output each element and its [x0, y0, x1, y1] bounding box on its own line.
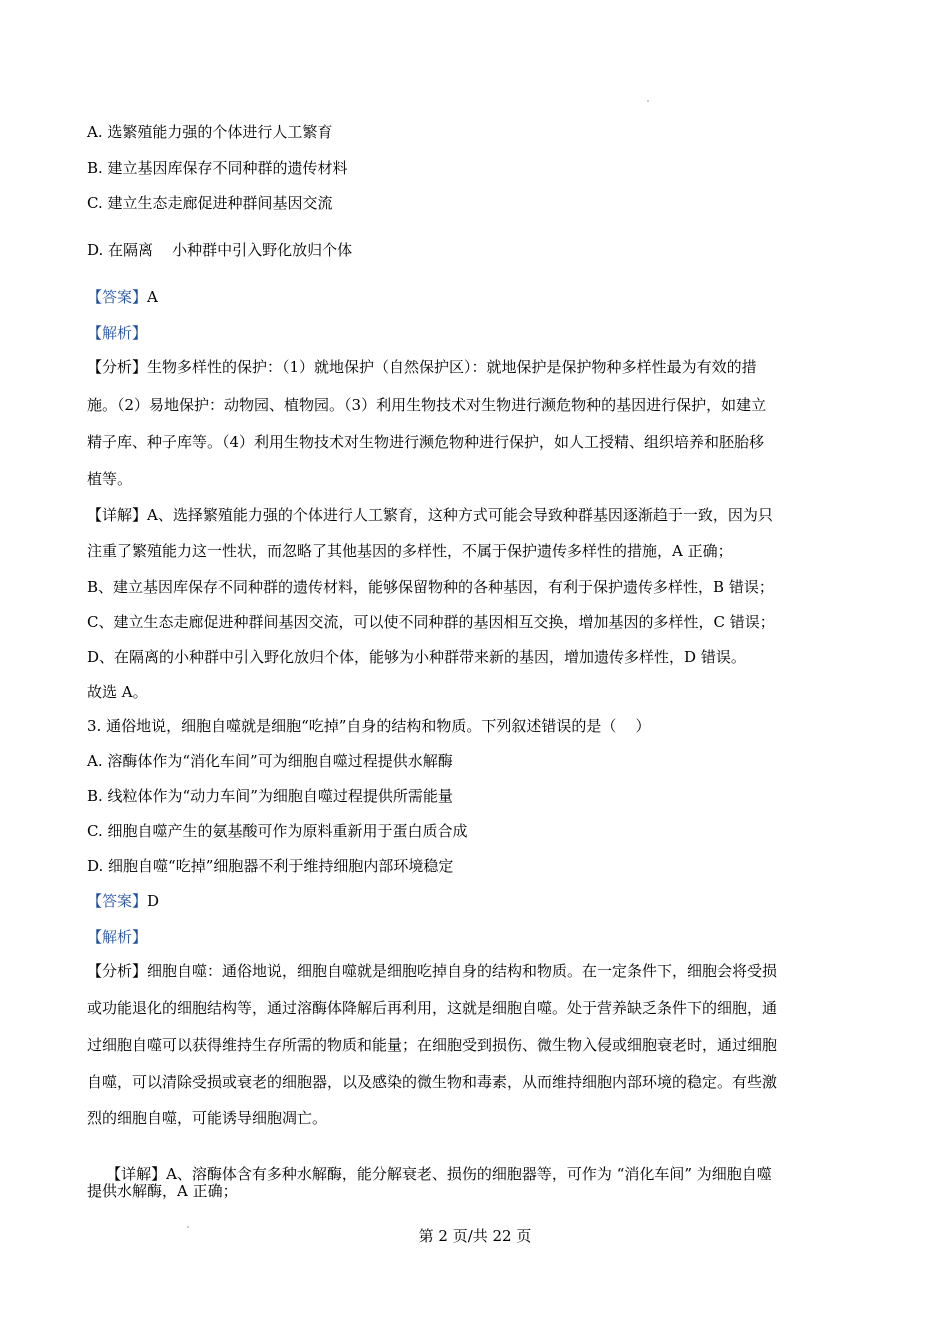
explain-tag: 【解析】: [87, 928, 148, 946]
q2-analysis-line-3: 精子库、种子库等。（4）利用生物技术对生物进行濒危物种进行保护，如人工授精、组织培养和胚胎移: [87, 433, 765, 451]
q2-detail-line-3: B、建立基因库保存不同种群的遗传材料，能够保留物种的各种基因，有利于保护遗传多样性，B 错误；: [87, 578, 774, 596]
q3-analysis-line-5: 烈的细胞自噬，可能诱导细胞凋亡。: [87, 1109, 328, 1127]
analysis-tag: 【分析】: [87, 962, 148, 980]
q3-option-b: B. 线粒体作为“动力车间”为细胞自噬过程提供所需能量: [87, 787, 453, 805]
q2-detail-line-2: 注重了繁殖能力这一性状，而忽略了其他基因的多样性，不属于保护遗传多样性的措施，A 正确；: [87, 542, 733, 560]
q3-analysis-line-1: [87, 961, 890, 981]
q2-analysis-line-2: 施。（2）易地保护：动物园、植物园。（3）利用生物技术对生物进行濒危物种的基因进行保护，如建立: [87, 396, 767, 414]
q2-detail-line-1: [87, 505, 890, 525]
q3-analysis-line-4: 自噬，可以清除受损或衰老的细胞器，以及感染的微生物和毒素，从而维持细胞内部环境的稳定。有些激: [87, 1073, 778, 1091]
q2-detail-line-6: 故选 A。: [87, 683, 148, 701]
explain-tag: 【解析】: [87, 324, 148, 342]
q3-option-c: C. 细胞自噬产生的氨基酸可作为原料重新用于蛋白质合成: [87, 822, 468, 840]
q2-option-b: B. 建立基因库保存不同种群的遗传材料: [87, 159, 348, 177]
analysis-text: 生物多样性的保护：（1）就地保护（自然保护区）：就地保护是保护物种多样性最为有效的措: [147, 358, 757, 376]
q3-stem: 3. 通俗地说，细胞自噬就是细胞“吃掉”自身的结构和物质。下列叙述错误的是（ ）: [87, 717, 651, 735]
answer-value: A: [147, 288, 158, 306]
scan-speck: [647, 100, 649, 102]
q2-explain-heading: [87, 323, 890, 343]
answer-tag: 【答案】: [87, 892, 148, 910]
q3-analysis-line-2: 或功能退化的细胞结构等，通过溶酶体降解后再利用，这就是细胞自噬。处于营养缺乏条件下的细胞，通: [87, 999, 778, 1017]
detail-text: A、溶酶体含有多种水解酶，能分解衰老、损伤的细胞器等，可作为 “消化车间” 为细胞自噬: [166, 1165, 772, 1183]
q3-detail-line-2: 提供水解酶，A 正确；: [87, 1182, 238, 1200]
q3-option-a: A. 溶酶体作为“消化车间”可为细胞自噬过程提供水解酶: [87, 752, 453, 770]
q3-answer: [87, 891, 890, 911]
detail-tag: 【详解】: [87, 506, 148, 524]
q2-analysis-line-1: [87, 357, 890, 377]
detail-text: A、选择繁殖能力强的个体进行人工繁育，这种方式可能会导致种群基因逐渐趋于一致，因为只: [147, 506, 773, 524]
q2-answer: [87, 287, 890, 307]
analysis-text: 细胞自噬：通俗地说，细胞自噬就是细胞吃掉自身的结构和物质。在一定条件下，细胞会将受损: [147, 962, 778, 980]
analysis-tag: 【分析】: [87, 358, 148, 376]
q2-option-d: D. 在隔离 小种群中引入野化放归个体: [87, 241, 353, 259]
q2-detail-line-5: D、在隔离的小种群中引入野化放归个体，能够为小种群带来新的基因，增加遗传多样性，D 错误。: [87, 648, 746, 666]
detail-tag: 【详解】: [106, 1165, 167, 1183]
page-footer: 第 2 页/共 22 页: [418, 1227, 532, 1245]
q3-option-d: D. 细胞自噬“吃掉”细胞器不利于维持细胞内部环境稳定: [87, 857, 454, 875]
q2-option-c: C. 建立生态走廊促进种群间基因交流: [87, 194, 333, 212]
q2-detail-line-4: C、建立生态走廊促进种群间基因交流，可以使不同种群的基因相互交换，增加基因的多样性，C 错误；: [87, 613, 775, 631]
answer-value: D: [147, 892, 160, 910]
q3-analysis-line-3: 过细胞自噬可以获得维持生存所需的物质和能量；在细胞受到损伤、微生物入侵或细胞衰老时，通过细胞: [87, 1036, 778, 1054]
q2-analysis-line-4: 植等。: [87, 470, 133, 488]
q2-option-a: A. 选繁殖能力强的个体进行人工繁育: [87, 123, 333, 141]
answer-tag: 【答案】: [87, 288, 148, 306]
q3-explain-heading: [87, 927, 890, 947]
